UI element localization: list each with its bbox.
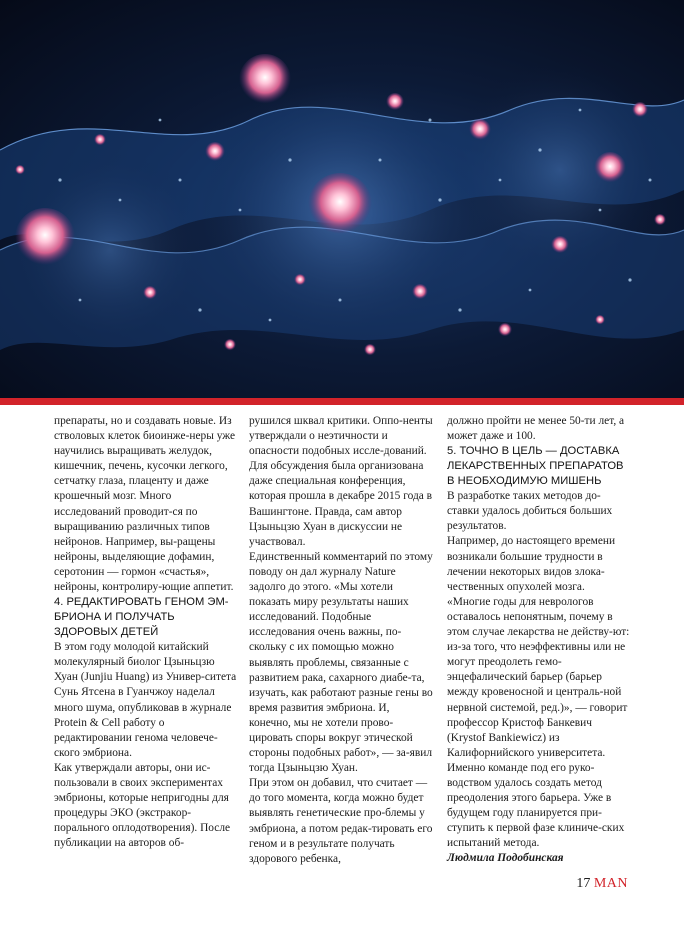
paragraph: Как утверждали авторы, они ис-пользовали в своих экспериментах эмбрионы, которые непригодны для процедуры ЭКО (экстракор-порального оплодотворения). После публикации на авторов об- xyxy=(54,761,231,850)
paragraph: Единственный комментарий по этому поводу он дал журналу Nature задолго до этого. «Мы хотели показать миру результаты наших исследований. Подобные исследования очень важны, по-скольку с их помощью можно выявлять проблемы, связанные с развитием рака, сахарного диабе-та, изучать, как работают разные гены во время развития эмбриона. И, конечно, мы не хотели прово-цировать споры вокруг этической стороны подобных работ», — за-явил тогда Цзыньцзю Хуан. xyxy=(249,550,433,775)
page-footer xyxy=(576,876,628,892)
accent-divider xyxy=(0,398,684,405)
paragraph: препараты, но и создавать новые. Из стволовых клеток биоинже-неры уже научились выращивать желудок, кишечник, печень, кусочки легкого, сетчатку глаза, плаценту и даже крошечный мозг. Много исследований проводит-ся по выращиванию различных типов нейронов. Например, вы-ращены нейроны, выделяющие дофамин, серотонин — гормон «счастья», нейроны, контролиру-ющие аппетит. xyxy=(54,415,236,594)
author-signature: Людмила Подобинская xyxy=(447,852,564,865)
paragraph: При этом он добавил, что считает — до того момента, когда можно будет выявлять генетические про-блемы у эмбриона, а потом редак-тировать его геном и в результате получать здорового ребенка, xyxy=(249,777,433,865)
neuron-network-image xyxy=(0,0,684,398)
section-heading-5: 5. ТОЧНО В ЦЕЛЬ — ДОСТАВКА ЛЕКАРСТВЕННЫХ ПРЕПАРАТОВ В НЕОБХОДИМУЮ МИШЕНЬ xyxy=(447,445,624,488)
paragraph: рушился шквал критики. Оппо-ненты утверждали о неэтичности и опасности подобных иссле-дований. Для обсуждения была организована даже специальная конференция, которая прошла в декабре 2015 года в Вашингтоне. Правда, сам автор Цзыньцзю Хуан в дискуссии не участвовал. xyxy=(249,415,433,548)
paragraph: Например, до настоящего времени возникали большие трудности в лечении некоторых видов злока-чественных опухолей мозга. «Многие годы для неврологов оставалось непонятным, почему в этом случае лекарства не действу-ют: из-за того, что неэффективны или не могут преодолеть гемо-энцефалический барьер (барьер между кровеносной и централь-ной нервной системой, ред.)», — говорит профессор Кристоф Банкевич (Krystof Bankiewicz) из Калифорнийского университета. Именно команде под его руко-водством удалось создать метод преодоления этого барьера. Уже в будущем году планируется при-ступить к первой фазе клиниче-ских испытаний метода. xyxy=(447,535,630,850)
article-column-2 xyxy=(249,414,433,867)
page-number: 17 xyxy=(576,876,591,891)
article-column-3 xyxy=(447,414,631,867)
article-column-1 xyxy=(54,414,238,851)
section-heading-4: 4. РЕДАКТИРОВАТЬ ГЕНОМ ЭМ-БРИОНА И ПОЛУЧАТЬ ЗДОРОВЫХ ДЕТЕЙ xyxy=(54,596,229,639)
paragraph: должно пройти не менее 50-ти лет, а может даже и 100. xyxy=(447,415,625,443)
neuron-network-illustration xyxy=(0,0,684,398)
paragraph: В этом году молодой китайский молекулярный биолог Цзыньцзю Хуан (Junjiu Huang) из Универ-ситета Сунь Ятсена в Гуанчжоу наделал много шума, опубликовав в журнале Protein & Cell работу о редактировании генома человече-ского эмбриона. xyxy=(54,641,237,759)
paragraph: В разработке таких методов до-ставки удалось добиться больших результатов. xyxy=(447,490,613,533)
magazine-brand: MAN xyxy=(593,876,628,891)
